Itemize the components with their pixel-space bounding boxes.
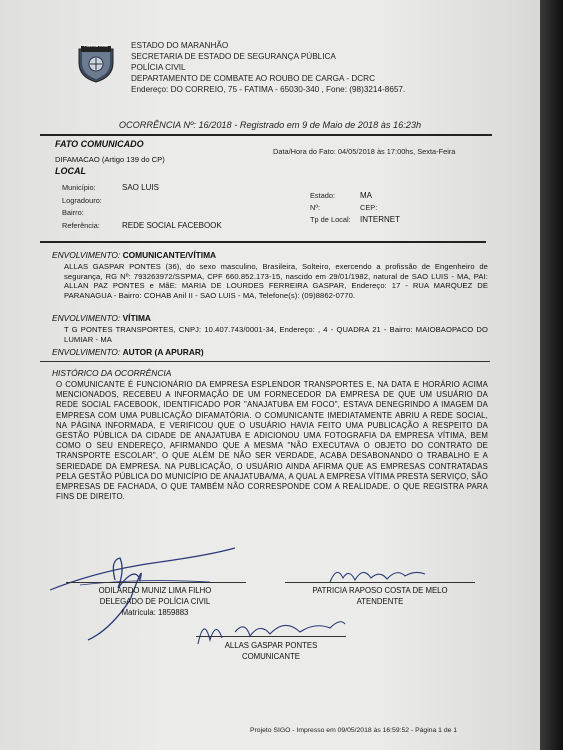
referencia-label: Referência:	[62, 221, 100, 230]
history-text: O COMUNICANTE É FUNCIONÁRIO DA EMPRESA ESPLENDOR TRANSPORTES E, NA DATA E HORÁRIO ACIMA MENCIONADOS, RECEBEU A INFORMAÇÃO DE UM FORNECEDOR DA EMPRESA DE QUE UM USUÁRIO DA REDE SOCIAL FACEBOOK, IDENTIFICADO POR "ANAJATUBA EM FOCO", ESTAVA DENEGRINDO A IMAGEM DA EMPRESA COM UMA PUBLICAÇÃO DIFAMATÓRIA. O COMUNICANTE IMEDIATAMENTE ABRIU A REDE SOCIAL, NA PÁGINA INFORMADA, E VERIFICOU QUE O USUÁRIO HAVIA FEITO UMA PUBLICAÇÃO A RESPEITO DA GESTÃO PÚBLICA DA CIDADE DE ANAJATUBA E ADICIONOU UMA FOTOGRAFIA DA EMPRESA VÍTIMA, BEM COMO O SEU ENDEREÇO, AFIRMANDO QUE A MESMA "NÃO EXECUTAVA O OBJETO DO CONTRATO DE TRANSPORTE ESCOLAR", O QUE ALÉM DE NÃO SER VERDADE, ACABA DESABONANDO O TRABALHO E A SERIEDADE DA EMPRESA. NA PUBLICAÇÃO, O USUÁRIO AINDA AFIRMA QUE AS EMPRESAS CONTRATADAS PELA GESTÃO PÚBLICA DO MUNICÍPIO DE ANAJATUBA/MA, A QUAL A EMPRESA VÍTIMA PRESTA SERVIÇO, SÃO EMPRESAS DE FACHADA, O QUE TAMBÉM NÃO CORRESPONDE COM A REALIDADE. O QUE REGISTRA PARA FINS DE DIREITO.	[56, 380, 488, 502]
comunicante-title: COMUNICANTE	[241, 652, 301, 661]
involvement-role: VÍTIMA	[122, 313, 151, 323]
delegado-name: ODILARDO MUNIZ LIMA FILHO	[98, 586, 212, 595]
comunicante-details: ALLAS GASPAR PONTES (36), do sexo masculino, Brasileira, Solteiro, exercendo a profissão de Engenheiro de segurança, RG Nº: 793263972/SSPMA, CPF 660.852.173-15, nascido em 29/01/1982, natural de SAO LUIS - MA, PAI: ALLAN PAZ PONTES e MãE: MARIA DE LOURDES FERREIRA GASPAR, Endereço: 17 - RUA MARQUEZ DE PARANAGUA - Bairro: COHAB Anil II - SAO LUIS - MA, Telefone(s): (09)8862-0770.	[64, 262, 488, 300]
municipio-label: Município:	[62, 183, 96, 192]
estado-label: Estado:	[310, 191, 336, 200]
atendente-name: PATRICIA RAPOSO COSTA DE MELO	[312, 586, 448, 595]
atendente-block	[285, 585, 475, 607]
local-heading: LOCAL	[55, 166, 86, 176]
divider	[40, 241, 486, 243]
history-heading: HISTÓRICO DA OCORRÊNCIA	[52, 368, 172, 378]
vitima-details: T G PONTES TRANSPORTES, CNPJ: 10.407.743/0001-34, Endereço: , 4 - QUADRA 21 - Bairro: MAIOBAOPACO DO LUMIAR - MA	[64, 325, 488, 344]
comunicante-block	[186, 640, 356, 662]
print-footer: Projeto SIGO - Impresso em 09/05/2018 às 16:59:52 - Página 1 de 1	[250, 727, 458, 734]
involvement-role: AUTOR (A APURAR)	[122, 347, 204, 357]
fact-datetime: Data/Hora do Fato: 04/05/2018 às 17:00hs, Sexta-Feira	[273, 147, 456, 156]
delegado-matricula: Matrícula: 1859883	[121, 608, 189, 617]
signature-line	[66, 582, 246, 583]
fact-heading: FATO COMUNICADO	[55, 139, 144, 149]
involvement-label: ENVOLVIMENTO:	[52, 347, 121, 357]
comunicante-name: ALLAS GASPAR PONTES	[224, 641, 318, 650]
header-state: ESTADO DO MARANHÃO	[131, 41, 229, 50]
referencia-value: REDE SOCIAL FACEBOOK	[122, 221, 222, 230]
fact-description: DIFAMACAO (Artigo 139 do CP)	[55, 155, 165, 164]
occurrence-title: OCORRÊNCIA Nº: 16/2018 - Registrado em 9 de Maio de 2018 às 16:23h	[118, 120, 422, 130]
delegado-title: DELEGADO DE POLÍCIA CIVIL	[99, 597, 211, 606]
header-police: POLÍCIA CIVIL	[131, 63, 186, 72]
tipo-local-value: INTERNET	[360, 215, 400, 224]
tipo-local-label: Tp de Local:	[310, 215, 351, 224]
involvement-label: ENVOLVIMENTO:	[52, 313, 121, 323]
delegado-block	[60, 585, 250, 618]
involvement-autor	[52, 347, 204, 357]
municipio-value: SAO LUIS	[122, 183, 159, 192]
involvement-vitima	[52, 313, 151, 323]
header-address: Endereço: DO CORREIO, 75 - FATIMA - 65030-340 , Fone: (98)3214-8657.	[131, 85, 406, 94]
involvement-label: ENVOLVIMENTO:	[52, 250, 121, 260]
atendente-title: ATENDENTE	[356, 597, 404, 606]
cep-label: CEP:	[360, 203, 378, 212]
police-badge-icon	[77, 43, 115, 83]
logradouro-label: Logradouro:	[62, 196, 102, 205]
numero-label: Nº:	[310, 203, 321, 212]
divider	[40, 134, 492, 136]
header-department: DEPARTAMENTO DE COMBATE AO ROUBO DE CARGA - DCRC	[131, 74, 375, 83]
bairro-label: Bairro:	[62, 208, 84, 217]
involvement-role: COMUNICANTE/VÍTIMA	[122, 250, 217, 260]
background-edge	[540, 0, 563, 750]
signature-line	[285, 582, 475, 583]
badge-text: POLÍCIA CIVIL	[83, 44, 109, 48]
signature-line	[196, 636, 346, 637]
header-secretariat: SECRETARIA DE ESTADO DE SEGURANÇA PÚBLICA	[131, 52, 336, 61]
involvement-comunicante	[52, 250, 216, 260]
estado-value: MA	[360, 191, 372, 200]
divider	[40, 361, 490, 362]
